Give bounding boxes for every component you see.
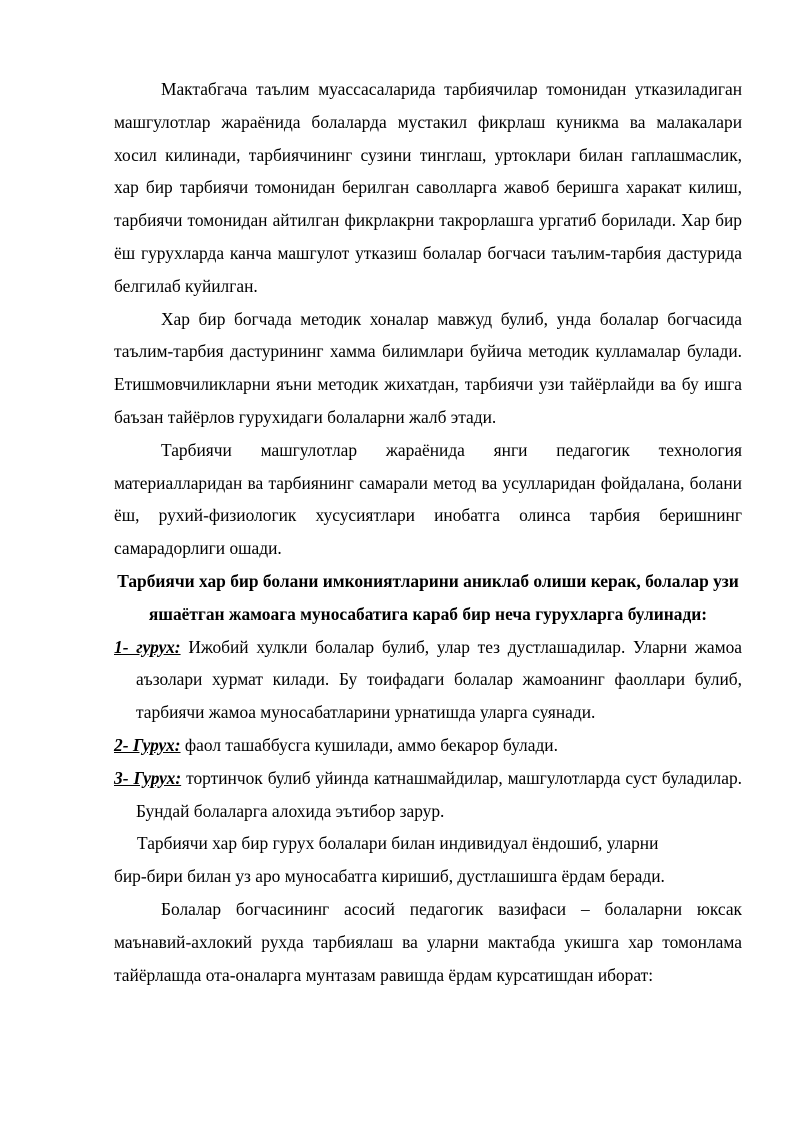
group-1-item <box>114 631 742 729</box>
group-3-item <box>114 762 742 828</box>
group-1-label: 1- гурух: <box>114 636 181 657</box>
group-2-item <box>114 729 742 762</box>
paragraph-1: Мактабгача таълим муассасаларида тарбиячилар томонидан утказиладиган машгулотлар жараёнида болаларда мустакил фикрлаш куникма ва малакалари хосил килинади, тарбиячининг сузини тинглаш, уртоклари билан гаплашмаслик, хар бир тарбиячи томонидан берилган саволларга жавоб беришга харакат килиш, тарбиячи томонидан айтилган фикрлакрни такрорлашга ургатиб борилади. Хар бир ёш гурухларда канча машгулот утказиш болалар богчаси таълим-тарбия дастурида белгилаб куйилган. <box>114 79 742 296</box>
document-body <box>114 73 742 991</box>
group-2-label: 2- Гурух: <box>114 734 181 755</box>
section-heading: Тарбиячи хар бир болани имкониятларини аниклаб олиши керак, болалар узи яшаётган жамоага муносабатига караб бир неча гурухларга булинади: <box>117 570 739 624</box>
paragraph-4-line-1: Тарбиячи хар бир гурух болалари билан индивидуал ёндошиб, уларни <box>137 833 659 854</box>
paragraph-2: Хар бир богчада методик хоналар мавжуд булиб, унда болалар богчасида таълим-тарбия дастурининг хамма билимлари буйича методик кулламалар булади. Етишмовчиликларни яъни методик жихатдан, тарбиячи узи тайёрлайди ва бу ишга баъзан тайёрлов гурухидаги болаларни жалб этади. <box>114 308 742 427</box>
group-1-text: Ижобий хулкли болалар булиб, улар тез дустлашадилар. Уларни жамоа аъзолари хурмат килади. Бу тоифадаги болалар жамоанинг фаоллари булиб, тарбиячи жамоа муносабатларини урнатишда уларга суянади. <box>136 636 742 723</box>
group-3-label: 3- Гурух: <box>114 767 182 788</box>
paragraph-4-line-2: бир-бири билан уз аро муносабатга киришиб, дустлашишга ёрдам беради. <box>114 866 665 887</box>
group-3-text: тортинчок булиб уйинда катнашмайдилар, машгулотларда суст буладилар. Бундай болаларга алохида эътибор зарур. <box>136 767 742 821</box>
paragraph-5: Болалар богчасининг асосий педагогик вазифаси – болаларни юксак маънавий-ахлокий рухда тарбиялаш ва уларни мактабда укишга хар томонлама тайёрлашда ота-оналарга мунтазам равишда ёрдам курсатишдан иборат: <box>114 898 742 985</box>
paragraph-3: Тарбиячи машгулотлар жараёнида янги педагогик технология материалларидан ва тарбиянинг самарали метод ва усулларидан фойдалана, болани ёш, рухий-физиологик хусусиятлари инобатга олинса тарбия беришнинг самарадорлиги ошади. <box>114 439 742 559</box>
group-2-text: фаол ташаббусга кушилади, аммо бекарор булади. <box>180 734 558 755</box>
